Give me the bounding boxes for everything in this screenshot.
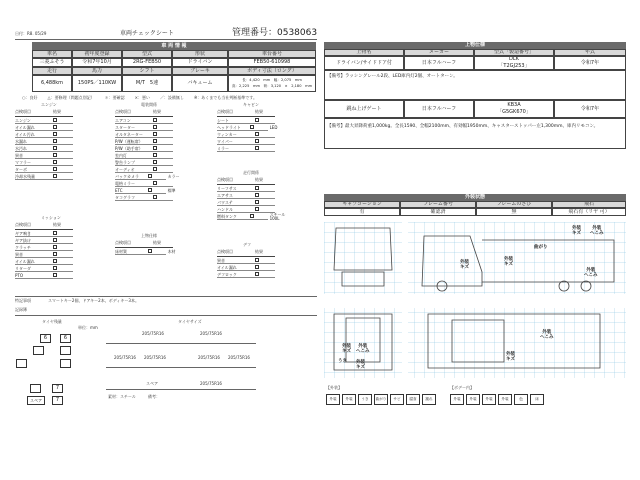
- body-key-2: 外装: [482, 394, 496, 405]
- body-legend-keys: [450, 394, 544, 405]
- engine-row: [15, 159, 85, 166]
- special-label: 特記事項: [15, 298, 31, 303]
- body-key-5: 床: [530, 394, 544, 405]
- tire-unit: 単位：mm: [78, 325, 98, 330]
- cabin-item-label: シート: [217, 117, 255, 124]
- electric-item-label: スターター: [115, 124, 153, 131]
- engine-title: エンジン: [41, 102, 57, 107]
- mission-item-label: ギア鳴き: [15, 230, 53, 237]
- tire-wheel: 素材：スチール: [108, 394, 136, 399]
- cabin-checkbox[interactable]: [255, 139, 259, 143]
- mission-title: ミッション: [41, 215, 61, 220]
- ex-h0: キャブコーション: [324, 201, 400, 208]
- mission-checkbox[interactable]: [53, 231, 57, 235]
- tire-size-1: 205/75R16: [200, 331, 222, 336]
- electric-checkbox[interactable]: [153, 181, 157, 185]
- cabin-row: [217, 145, 287, 152]
- management-number: 管理番号：0538063: [232, 28, 318, 38]
- exterior-table: [324, 201, 626, 217]
- sheet-title: 車両チェックシート: [120, 30, 174, 37]
- damage-body-a: 外装 へこみ: [540, 330, 554, 340]
- legend-5: ※：あくまでも当社判断基準です。: [193, 95, 257, 100]
- vehicle-info-header: 車 両 情 報: [32, 42, 316, 50]
- vi-h2-1: 馬力: [72, 67, 122, 75]
- tire-spare-label: スペア: [27, 396, 45, 405]
- us-remark-1: 【備考】ラッシングレール2段、LED庫内灯2個、オートターン。: [324, 70, 626, 100]
- mission-checkbox[interactable]: [53, 266, 57, 270]
- damage-rear-d: 外装 キズ: [356, 360, 365, 370]
- damage-front-b: 外装 へこみ: [590, 226, 604, 236]
- electric-checkbox[interactable]: [153, 118, 157, 122]
- engine-checkbox[interactable]: [53, 146, 57, 150]
- cabin-row: [217, 131, 287, 138]
- electric-header: 点検項目 結果: [115, 110, 185, 117]
- mission-row: [15, 272, 85, 279]
- cabin-section: [217, 103, 287, 152]
- electric-item-label: バックカメラ: [115, 173, 148, 180]
- electric-checkbox[interactable]: [153, 153, 157, 157]
- running-checkbox[interactable]: [250, 214, 254, 218]
- diff-row: [217, 257, 287, 264]
- ex-v2: 無: [476, 208, 552, 216]
- special-text: スマートキー2個、ドアキー2本、ボディキー3本。: [48, 298, 139, 303]
- diff-item-label: 異音: [217, 257, 255, 264]
- engine-header: 点検項目 結果: [15, 110, 85, 117]
- mission-checkbox[interactable]: [53, 238, 57, 242]
- mission-row: [15, 237, 85, 244]
- electric-checkbox[interactable]: [148, 174, 152, 178]
- ex-v1: 確認済: [400, 208, 476, 216]
- electric-row: [115, 131, 185, 138]
- electric-item-label: オルタネーター: [115, 131, 153, 138]
- running-item-note: スチール100L: [269, 212, 286, 221]
- engine-checkbox[interactable]: [53, 160, 57, 164]
- running-checkbox[interactable]: [255, 193, 259, 197]
- vi-h1-4: 車台番号: [228, 50, 316, 58]
- cabin-checkbox[interactable]: [250, 125, 254, 129]
- electric-item-label: P/W（運転席）: [115, 138, 153, 145]
- electric-item-label: 警告ランプ: [115, 159, 153, 166]
- vi-first-reg: 令和7年10月: [72, 58, 122, 67]
- engine-checkbox[interactable]: [53, 139, 57, 143]
- diff-row: [217, 271, 287, 278]
- ext-key-0: 外装: [326, 394, 340, 405]
- running-checkbox[interactable]: [255, 200, 259, 204]
- truck-diagram: [324, 222, 626, 408]
- record-label: 記録簿: [15, 307, 27, 312]
- electric-checkbox[interactable]: [153, 160, 157, 164]
- ext-key-6: 割れ: [422, 394, 436, 405]
- engine-row: [15, 131, 85, 138]
- us-remark-2: 【備考】最大昇降荷重1,000kg。全長1590、全幅2100mm、有効幅1950mm、キャスターストッパー左1,300mm、庫内リモコン。: [324, 118, 626, 149]
- vi-h2-0: 走行: [32, 67, 72, 75]
- mission-checkbox[interactable]: [53, 273, 57, 277]
- electric-checkbox[interactable]: [153, 195, 157, 199]
- tire-front-left-outer: [33, 346, 44, 355]
- ex-v3: 飛石有（リヤ 可）: [552, 208, 626, 216]
- tire-size-4: 205/75R16: [198, 355, 220, 360]
- engine-item-label: 冷却水残量: [15, 173, 53, 180]
- diff-checkbox[interactable]: [255, 272, 259, 276]
- us-r0-3: 令和7年: [554, 56, 626, 70]
- running-item-label: エアサス: [217, 192, 255, 199]
- engine-item-label: オイル漏れ: [15, 124, 53, 131]
- damage-body-b: 外装 キズ: [506, 352, 515, 362]
- electric-checkbox[interactable]: [153, 125, 157, 129]
- mission-item-label: PTO: [15, 272, 53, 279]
- us-h2: 型式「製造番号」: [474, 49, 554, 56]
- engine-item-label: マフラー: [15, 159, 53, 166]
- electric-item-label: オーディオ: [115, 166, 153, 173]
- diff-section: [217, 243, 287, 278]
- upper-checkbox[interactable]: [148, 249, 152, 253]
- tire-rear-left-val: 7: [52, 384, 63, 393]
- us-r0-1: 日本フルハーフ: [404, 56, 474, 70]
- exterior-header: 外装状態: [324, 194, 626, 201]
- ext-key-5: 腐食: [406, 394, 420, 405]
- tire-rear-left: [16, 359, 27, 368]
- cabin-item-note: LED: [269, 124, 278, 130]
- diff-header: 点検項目 結果: [217, 250, 287, 257]
- ext-legend-keys: [326, 394, 436, 405]
- engine-item-label: ターボ: [15, 166, 53, 173]
- us-r1-2: 「T2GJ253」: [498, 63, 530, 69]
- electric-row: [115, 152, 185, 159]
- body-legend-label: 【ボデー内】: [450, 385, 474, 390]
- vi-dims-2: 高：2,225 mm 荷：3,120 × 2,180 mm: [231, 83, 313, 88]
- vi-h2-2: シフト: [122, 67, 172, 75]
- cabin-title: キャビン: [243, 102, 259, 107]
- engine-item-label: エンジン: [15, 117, 53, 124]
- vi-brake: バキューム: [172, 75, 228, 92]
- engine-row: [15, 166, 85, 173]
- vi-make: 三菱ふそう: [32, 58, 72, 67]
- engine-section: [15, 103, 85, 180]
- tire-spare-size: 205/75R16: [200, 381, 222, 386]
- cabin-row: [217, 138, 287, 145]
- cabin-row: [217, 124, 287, 131]
- upper-spec-header: 上物仕様: [324, 42, 626, 49]
- vi-power: 150PS／110KW: [72, 75, 122, 92]
- upper-item-note: 木材: [167, 248, 176, 254]
- tire-spare-size-label: スペア: [146, 381, 158, 386]
- mission-item-label: ギア抜け: [15, 237, 53, 244]
- mission-row: [15, 258, 85, 265]
- electric-title: 電装関係: [141, 102, 157, 107]
- vi-h1-0: 車名: [32, 50, 72, 58]
- damage-rear-b: 外装 へこみ: [356, 344, 370, 354]
- tire-front-left: 6: [40, 334, 51, 343]
- vi-h2-3: ブレーキ: [172, 67, 228, 75]
- body-key-1: 外装: [466, 394, 480, 405]
- engine-row: [15, 117, 85, 124]
- damage-rear-c: うき: [338, 359, 347, 364]
- electric-row: [115, 117, 185, 124]
- us-gate-2: KB3A: [507, 102, 521, 108]
- damage-front-a: 外装 キズ: [572, 226, 581, 236]
- electric-item-label: 電格ミラー: [115, 180, 153, 187]
- legend-0: ○：良好: [22, 95, 38, 100]
- mission-item-label: オイル漏れ: [15, 258, 53, 265]
- engine-item-label: 水汚れ: [15, 145, 53, 152]
- upper-item-label: 床材質: [115, 248, 148, 255]
- diff-item-label: オイル漏れ: [217, 264, 255, 271]
- upper-spec-table: [324, 49, 626, 149]
- vi-h1-2: 型式: [122, 50, 172, 58]
- running-checkbox[interactable]: [255, 207, 259, 211]
- mission-header: 点検項目 結果: [15, 223, 85, 230]
- diff-row: [217, 264, 287, 271]
- tire-size-title: タイヤサイズ: [178, 319, 202, 324]
- vi-shape: ドライバン: [172, 58, 228, 67]
- electric-row: [115, 124, 185, 131]
- ext-key-1: 外装: [342, 394, 356, 405]
- running-row: [217, 213, 287, 220]
- ext-key-2: うき: [358, 394, 372, 405]
- diff-title: デフ: [243, 242, 251, 247]
- engine-item-label: 水漏れ: [15, 138, 53, 145]
- vi-h2-4: ボディ寸法（ロング）: [228, 67, 316, 75]
- us-h0: 上物名: [324, 49, 404, 56]
- damage-side-c: 外装 キズ: [460, 260, 469, 270]
- vi-chassis: FEB50-610998: [228, 58, 316, 67]
- tire-remark: 備考：: [148, 394, 160, 399]
- body-key-0: 外装: [450, 394, 464, 405]
- electric-row: [115, 187, 185, 194]
- running-row: [217, 199, 287, 206]
- tire-front-right-outer: [60, 346, 71, 355]
- vi-h1-1: 初年度登録: [72, 50, 122, 58]
- engine-checkbox[interactable]: [53, 132, 57, 136]
- electric-section: [115, 103, 185, 201]
- engine-checkbox[interactable]: [53, 125, 57, 129]
- us-gate-serial: 「G5GK670」: [497, 109, 531, 115]
- engine-item-label: オイル汚れ: [15, 131, 53, 138]
- electric-checkbox[interactable]: [148, 188, 152, 192]
- running-row: [217, 185, 287, 192]
- us-gate-1: 日本フルハーフ: [404, 100, 474, 118]
- electric-row: [115, 173, 185, 180]
- ext-key-3: 曲がり: [374, 394, 388, 405]
- running-item-label: パワステ: [217, 199, 255, 206]
- running-checkbox[interactable]: [255, 186, 259, 190]
- running-item-label: リーフサス: [217, 185, 255, 192]
- ex-v0: 有: [324, 208, 400, 216]
- diff-checkbox[interactable]: [255, 265, 259, 269]
- running-header: 点検項目 結果: [217, 178, 287, 185]
- cabin-item-label: ワイパー: [217, 138, 255, 145]
- upper-row: [115, 248, 185, 255]
- upper-title: 上物仕様: [141, 233, 157, 238]
- damage-side-b: 外装 へこみ: [584, 268, 598, 278]
- diff-item-label: デフロック: [217, 271, 255, 278]
- us-gate-3: 令和7年: [554, 100, 626, 118]
- tire-title: タイヤ残量: [42, 319, 62, 324]
- engine-row: [15, 138, 85, 145]
- electric-item-label: タコグラフ: [115, 194, 153, 201]
- cabin-item-label: ヘッドライト: [217, 124, 250, 131]
- mission-section: [15, 216, 85, 279]
- running-title: 走行関係: [243, 170, 259, 175]
- electric-checkbox[interactable]: [153, 146, 157, 150]
- vi-shift: M/T 5速: [122, 75, 172, 92]
- us-h3: 年式: [554, 49, 626, 56]
- tire-front-right: 6: [60, 334, 71, 343]
- engine-row: [15, 145, 85, 152]
- us-r0-2: DLK: [509, 56, 519, 62]
- cabin-checkbox[interactable]: [255, 118, 259, 122]
- cabin-item-label: ウィンカー: [217, 131, 255, 138]
- damage-front-c: 曲がり: [534, 245, 548, 250]
- date-text: 日付：R8. 05/29: [15, 31, 47, 36]
- mission-row: [15, 230, 85, 237]
- engine-item-label: 異音: [15, 152, 53, 159]
- legend-1: △：要修理（問題点別記）: [47, 95, 95, 100]
- ex-h1: フレーム番号: [400, 201, 476, 208]
- legend-2: ＊：要確認: [104, 95, 125, 100]
- ex-h2: フレームのさび: [476, 201, 552, 208]
- electric-row: [115, 166, 185, 173]
- electric-item-label: 室内灯: [115, 152, 153, 159]
- us-r0-0: ドライバン/サイドドア付: [324, 56, 404, 70]
- tire-size-2: 205/75R16: [114, 355, 136, 360]
- vi-mileage: 6,488km: [32, 75, 72, 92]
- us-h1: メーカー: [404, 49, 474, 56]
- legend-3: ×：悪い: [134, 95, 150, 100]
- mission-row: [15, 251, 85, 258]
- vi-dims-1: 長：4,420 mm 幅：2,075 mm: [242, 77, 302, 82]
- tire-size-5: 205/75R16: [228, 355, 250, 360]
- legend: [22, 96, 257, 100]
- electric-item-note: 標準: [167, 187, 176, 193]
- upper-section: [115, 234, 185, 255]
- running-item-label: ハンドル: [217, 206, 255, 213]
- electric-checkbox[interactable]: [153, 139, 157, 143]
- us-gate-0: 跳ね上げゲート: [324, 100, 404, 118]
- running-section: [217, 171, 287, 220]
- electric-item-label: P/W（助手席）: [115, 145, 153, 152]
- body-key-3: 外装: [498, 394, 512, 405]
- vi-h1-3: 形状: [172, 50, 228, 58]
- electric-checkbox[interactable]: [153, 132, 157, 136]
- running-row: [217, 192, 287, 199]
- cabin-checkbox[interactable]: [255, 132, 259, 136]
- mission-checkbox[interactable]: [53, 259, 57, 263]
- cabin-row: [217, 117, 287, 124]
- tire-spare-value: 7: [52, 396, 63, 405]
- tire-rear-right: [60, 359, 71, 368]
- mission-item-label: クラッチ: [15, 244, 53, 251]
- vi-model: 2RG-FEB50: [122, 58, 172, 67]
- damage-rear-a: 外装 キズ: [342, 344, 351, 354]
- tire-size-0: 205/75R16: [142, 331, 164, 336]
- upper-header: 点検項目 結果: [115, 241, 185, 248]
- tire-rear-left-inner: [30, 384, 41, 393]
- ext-legend-label: 【外装】: [326, 385, 342, 390]
- cabin-checkbox[interactable]: [255, 146, 259, 150]
- engine-checkbox[interactable]: [53, 174, 57, 178]
- legend-4: ／：設備無し: [159, 95, 184, 100]
- cabin-item-label: ミラー: [217, 145, 255, 152]
- electric-item-note: カラー: [167, 173, 180, 179]
- electric-row: [115, 138, 185, 145]
- mission-row: [15, 265, 85, 272]
- electric-row: [115, 180, 185, 187]
- electric-item-label: ETC: [115, 187, 148, 194]
- running-item-label: 燃料タンク: [217, 213, 250, 220]
- electric-row: [115, 159, 185, 166]
- engine-row: [15, 124, 85, 131]
- engine-checkbox[interactable]: [53, 167, 57, 171]
- mission-item-label: 異音: [15, 251, 53, 258]
- ext-key-4: サビ: [390, 394, 404, 405]
- electric-row: [115, 145, 185, 152]
- body-key-4: 色: [514, 394, 528, 405]
- engine-checkbox[interactable]: [53, 153, 57, 157]
- diff-checkbox[interactable]: [255, 258, 259, 262]
- mission-checkbox[interactable]: [53, 252, 57, 256]
- mission-row: [15, 244, 85, 251]
- ex-h3: 飛石: [552, 201, 626, 208]
- engine-checkbox[interactable]: [53, 118, 57, 122]
- engine-row: [15, 152, 85, 159]
- cabin-header: 点検項目 結果: [217, 110, 287, 117]
- mission-item-label: リターダ: [15, 265, 53, 272]
- mission-checkbox[interactable]: [53, 245, 57, 249]
- vehicle-info-table: [32, 50, 316, 92]
- electric-row: [115, 194, 185, 201]
- electric-checkbox[interactable]: [153, 167, 157, 171]
- engine-row: [15, 173, 85, 180]
- damage-side-a: 外装 キズ: [504, 257, 513, 267]
- electric-item-label: エアコン: [115, 117, 153, 124]
- tire-size-3: 205/75R16: [144, 355, 166, 360]
